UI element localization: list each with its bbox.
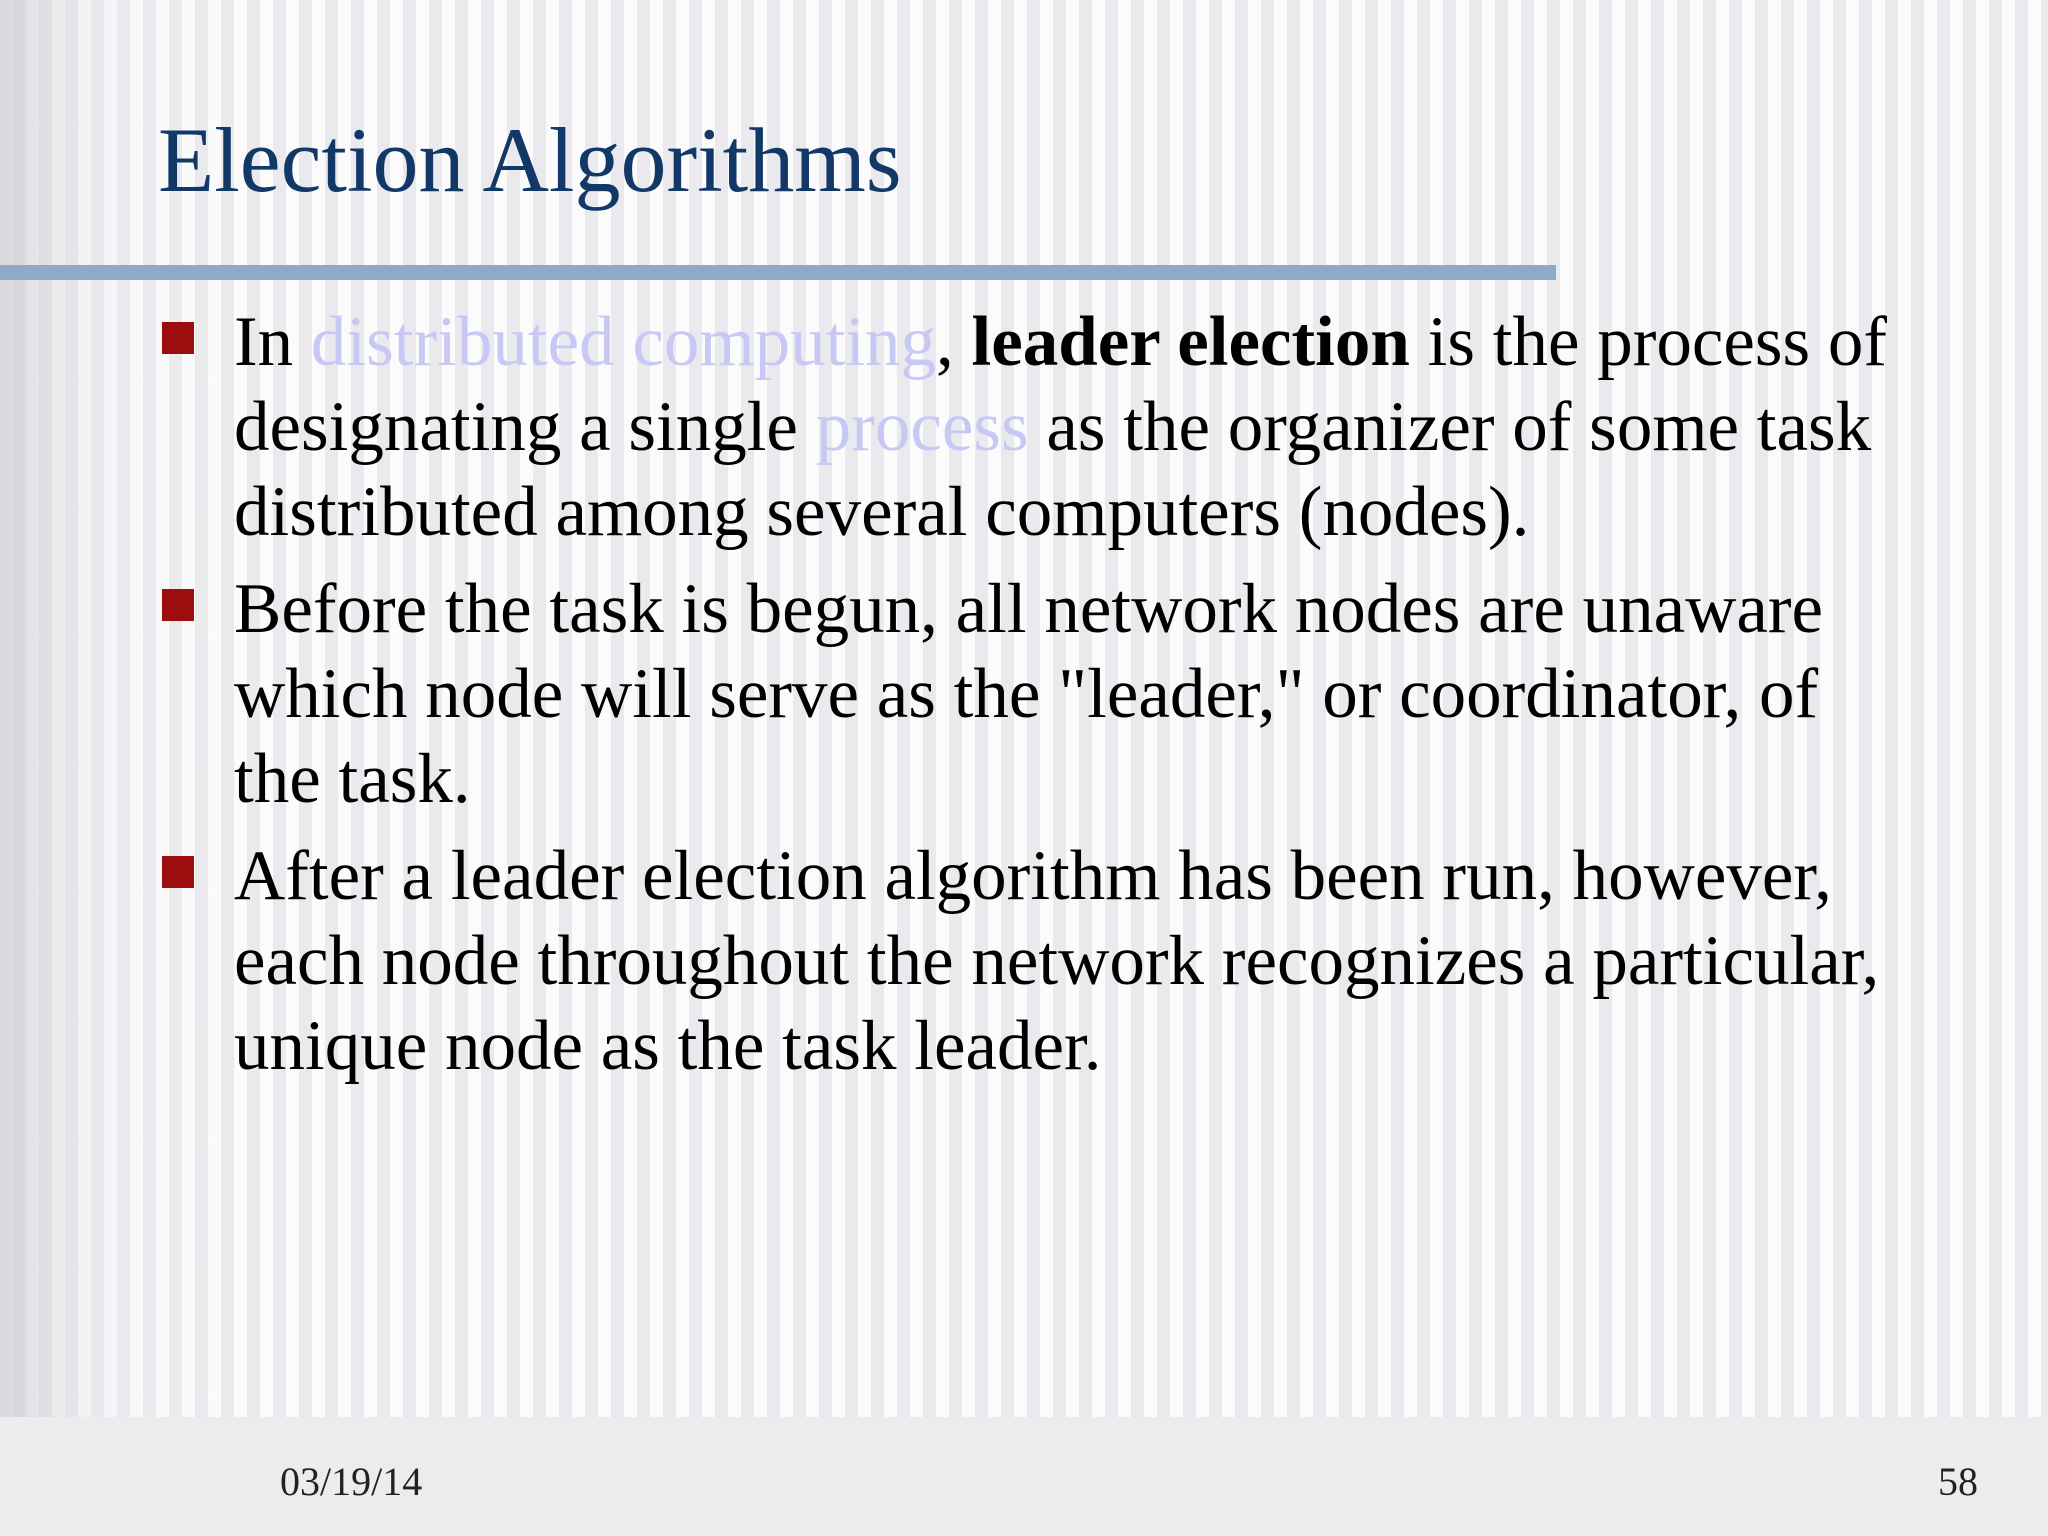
square-bullet-icon [162, 322, 194, 354]
link-process[interactable]: process [815, 388, 1029, 466]
bullet-text-segment: as the organizer of some task distributed among several computers (nodes). [234, 388, 1872, 551]
bullet-text-segment: is the process of designating a single [234, 303, 1888, 466]
square-bullet-icon [162, 589, 194, 621]
link-distributed-computing[interactable]: distributed computing [310, 303, 937, 381]
bold-term-leader-election: leader election [971, 303, 1410, 381]
bullet-text: Before the task is begun, all network nodes are unaware which node will serve as the "leader," or coordinator, of the task. [234, 570, 1824, 818]
square-bullet-icon [162, 856, 194, 888]
bullet-item [0, 567, 1914, 822]
title-underline-rule [0, 265, 1556, 280]
bullet-text-segment: In [234, 303, 311, 381]
bullet-item [0, 300, 1914, 555]
bullet-text-segment: , [936, 303, 972, 381]
slide-title: Election Algorithms [158, 109, 902, 211]
footer-date: 03/19/14 [280, 1459, 423, 1504]
bullet-list [0, 300, 1914, 1101]
bullet-item [0, 834, 1914, 1089]
bullet-text: After a leader election algorithm has been run, however, each node throughout the network recognizes a particular, unique node as the task leader. [234, 837, 1880, 1085]
page-number: 58 [1938, 1459, 1978, 1504]
